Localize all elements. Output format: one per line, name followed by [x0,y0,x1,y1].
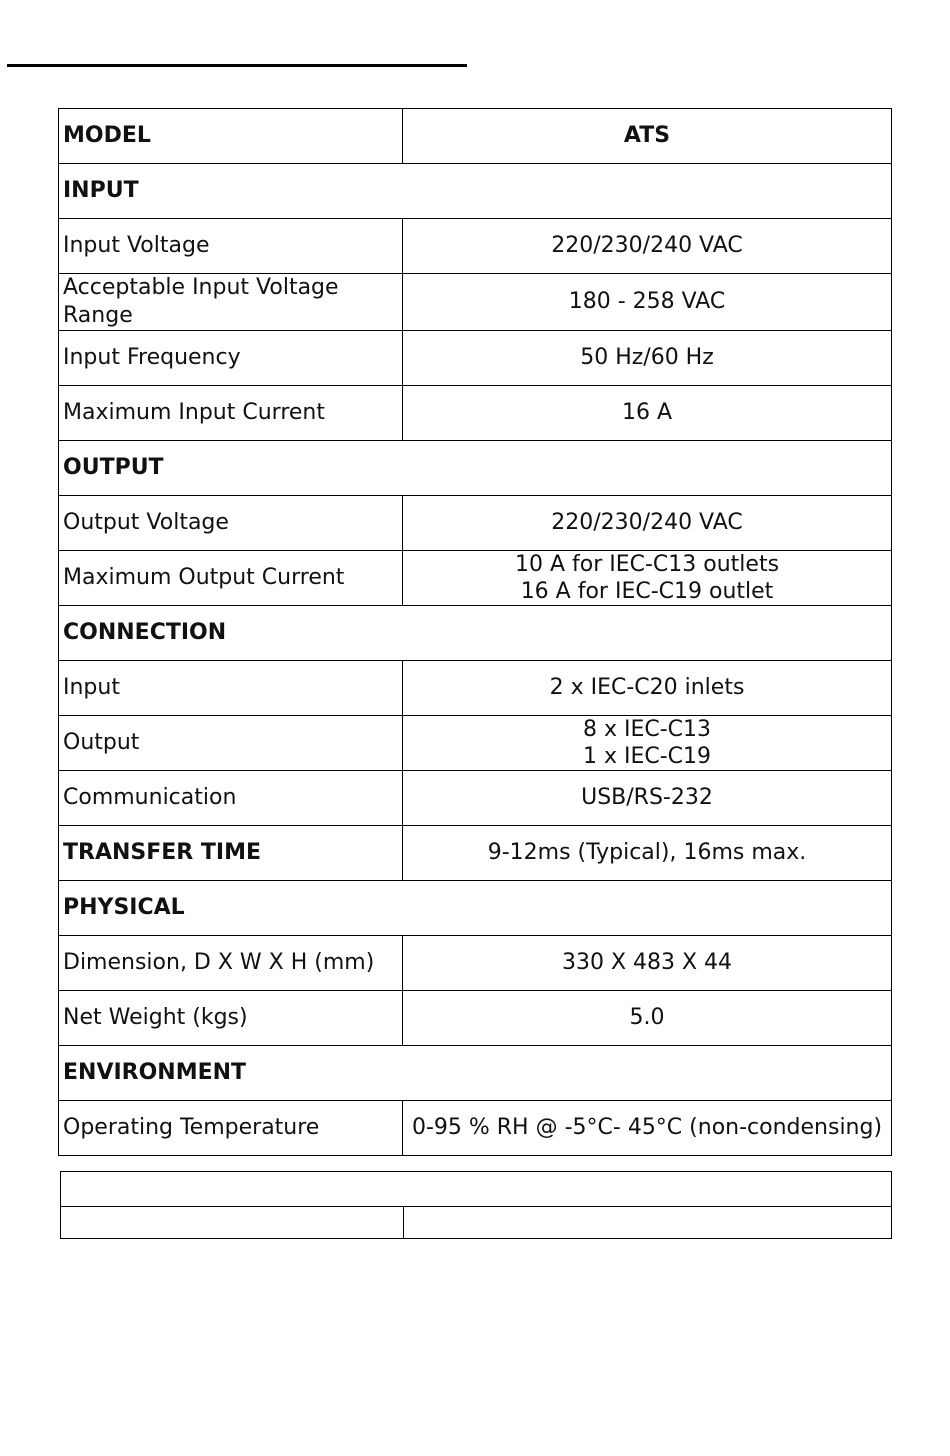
section-row-output [59,441,892,496]
row-value: 180 - 258 VAC [403,274,892,331]
row-value-line: 8 x IEC-C13 [582,717,712,742]
row-value: 220/230/240 VAC [403,219,892,274]
table-row [59,331,892,386]
empty-row [61,1172,892,1207]
spec-table [58,108,892,1156]
row-value: 2 x IEC-C20 inlets [403,661,892,716]
row-value: USB/RS-232 [403,771,892,826]
row-label: Dimension, D X W X H (mm) [59,936,403,991]
section-title-connection: CONNECTION [59,606,892,661]
table-row [59,661,892,716]
table-row [59,716,892,771]
table-row [59,274,892,331]
table-row [59,496,892,551]
section-row-transfer-time [59,826,892,881]
top-rule [7,64,467,67]
row-value-line: 16 A for IEC-C19 outlet [520,579,774,604]
row-value: 50 Hz/60 Hz [403,331,892,386]
table-row [59,991,892,1046]
row-value [403,551,892,606]
row-label: Input [59,661,403,716]
empty-cell [61,1207,404,1239]
table-row [59,551,892,606]
row-value [403,716,892,771]
empty-row [61,1207,892,1239]
row-label: Output [59,716,403,771]
row-label: Net Weight (kgs) [59,991,403,1046]
section-row-input [59,164,892,219]
section-title-environment: ENVIRONMENT [59,1046,892,1101]
row-label: Operating Temperature [59,1101,403,1156]
row-value: 330 X 483 X 44 [403,936,892,991]
row-label: Maximum Input Current [59,386,403,441]
model-value: ATS [403,109,892,164]
section-title-transfer-time: TRANSFER TIME [59,826,403,881]
empty-cell [61,1172,892,1207]
table-row [59,386,892,441]
section-row-connection [59,606,892,661]
row-value-line: 1 x IEC-C19 [582,744,712,769]
row-label: Communication [59,771,403,826]
row-value-line: 10 A for IEC-C13 outlets [514,552,780,577]
table-row [59,1101,892,1156]
row-value: 0-95 % RH @ -5°C- 45°C (non-condensing) [403,1101,892,1156]
row-label: Acceptable Input Voltage Range [59,274,403,331]
table-row [59,771,892,826]
table-row-model [59,109,892,164]
row-label: Input Voltage [59,219,403,274]
row-label: Output Voltage [59,496,403,551]
row-label: Maximum Output Current [59,551,403,606]
section-title-output: OUTPUT [59,441,892,496]
row-label: Input Frequency [59,331,403,386]
section-title-physical: PHYSICAL [59,881,892,936]
row-value: 220/230/240 VAC [403,496,892,551]
section-row-environment [59,1046,892,1101]
row-value: 16 A [403,386,892,441]
section-title-input: INPUT [59,164,892,219]
section-row-physical [59,881,892,936]
table-row [59,936,892,991]
model-label: MODEL [59,109,403,164]
empty-table-tail [60,1171,892,1239]
empty-cell [404,1207,892,1239]
transfer-time-value: 9-12ms (Typical), 16ms max. [403,826,892,881]
table-row [59,219,892,274]
row-value: 5.0 [403,991,892,1046]
